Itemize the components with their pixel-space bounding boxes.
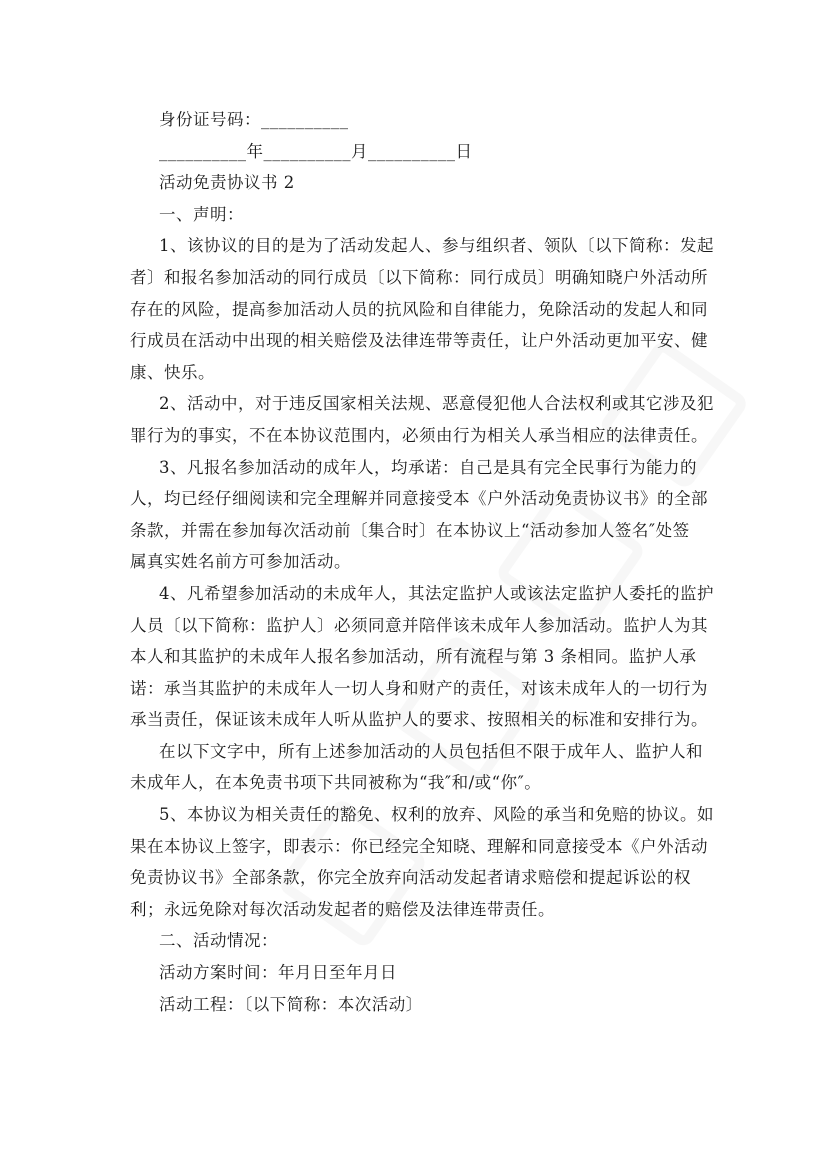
clause-2-line: 2、活动中，对于违反国家相关法规、恶意侵犯他人合法权利或其它涉及犯 [159,394,714,414]
clause-3-line: 属真实姓名前方可参加活动。 [130,552,351,572]
section-heading-declaration: 一、声明： [159,204,244,224]
clause-1-line: 者〕和报名参加活动的同行成员〔以下简称：同行成员〕明确知晓户外活动所 [130,267,708,287]
clause-1-line: 存在的风险，提高参加活动人员的抗风险和自律能力，免除活动的发起人和同 [130,299,708,319]
clause-5 [130,799,714,925]
definitions-note [130,736,703,799]
section-heading-activity: 二、活动情况： [159,931,278,951]
clause-4-line: 本人和其监护的未成年人报名参加活动，所有流程与第 3 条相同。监护人承 [130,647,697,667]
clause-5-line: 免责协议书》全部条款，你完全放弃向活动发起者请求赔偿和提起诉讼的权 [130,868,691,888]
clause-2 [130,388,714,451]
clause-5-line: 5、本协议为相关责任的豁免、权利的放弃、风险的承当和免赔的协议。如 [159,805,714,825]
clause-1 [130,230,714,388]
clause-5-line: 果在本协议上签字，即表示：你已经完全知晓、理解和同意接受本《户外活动 [130,836,708,856]
clause-4 [130,578,714,736]
clause-1-line: 康、快乐。 [130,362,215,382]
clause-1-line: 行成员在活动中出现的相关赔偿及法律连带等责任，让户外活动更加平安、健 [130,331,708,351]
id-number-line: 身份证号码：__________ [159,110,349,129]
note-line: 在以下文字中，所有上述参加活动的人员包括但不限于成年人、监护人和 [159,741,703,761]
clause-4-line: 4、凡希望参加活动的未成年人，其法定监护人或该法定监护人委托的监护 [159,583,714,603]
clause-5-line: 利；永远免除对每次活动发起者的赔偿及法律连带责任。 [130,899,555,919]
clause-4-line: 人员〔以下简称：监护人〕必须同意并陪伴该未成年人参加活动。监护人为其 [130,615,708,635]
activity-project: 活动工程：〔以下简称：本次活动〕 [159,994,423,1014]
document-body [130,104,714,1020]
activity-time: 活动方案时间：年月日至年月日 [159,963,397,983]
date-line: __________年__________月__________日 [159,141,473,161]
clause-3-line: 条款，并需在参加每次活动前〔集合时〕在本协议上“活动参加人签名″处签 [130,520,690,540]
note-line: 未成年人，在本免责书项下共同被称为“我″和/或“你″。 [130,773,542,793]
clause-4-line: 承当责任，保证该未成年人听从监护人的要求、按照相关的标准和安排行为。 [130,710,708,730]
document-title: 活动免责协议书 2 [159,173,295,193]
clause-3-line: 人，均已经仔细阅读和完全理解并同意接受本《户外活动免责协议书》的全部 [130,489,708,509]
clause-1-line: 1、该协议的目的是为了活动发起人、参与组织者、领队〔以下简称：发起 [159,236,714,256]
clause-2-line: 罪行为的事实，不在本协议范围内，必须由行为相关人承当相应的法律责任。 [130,425,708,445]
clause-4-line: 诺：承当其监护的未成年人一切人身和财产的责任，对该未成年人的一切行为 [130,678,708,698]
clause-3-line: 3、凡报名参加活动的成年人，均承诺：自己是具有完全民事行为能力的 [159,457,697,477]
clause-3 [130,452,708,578]
